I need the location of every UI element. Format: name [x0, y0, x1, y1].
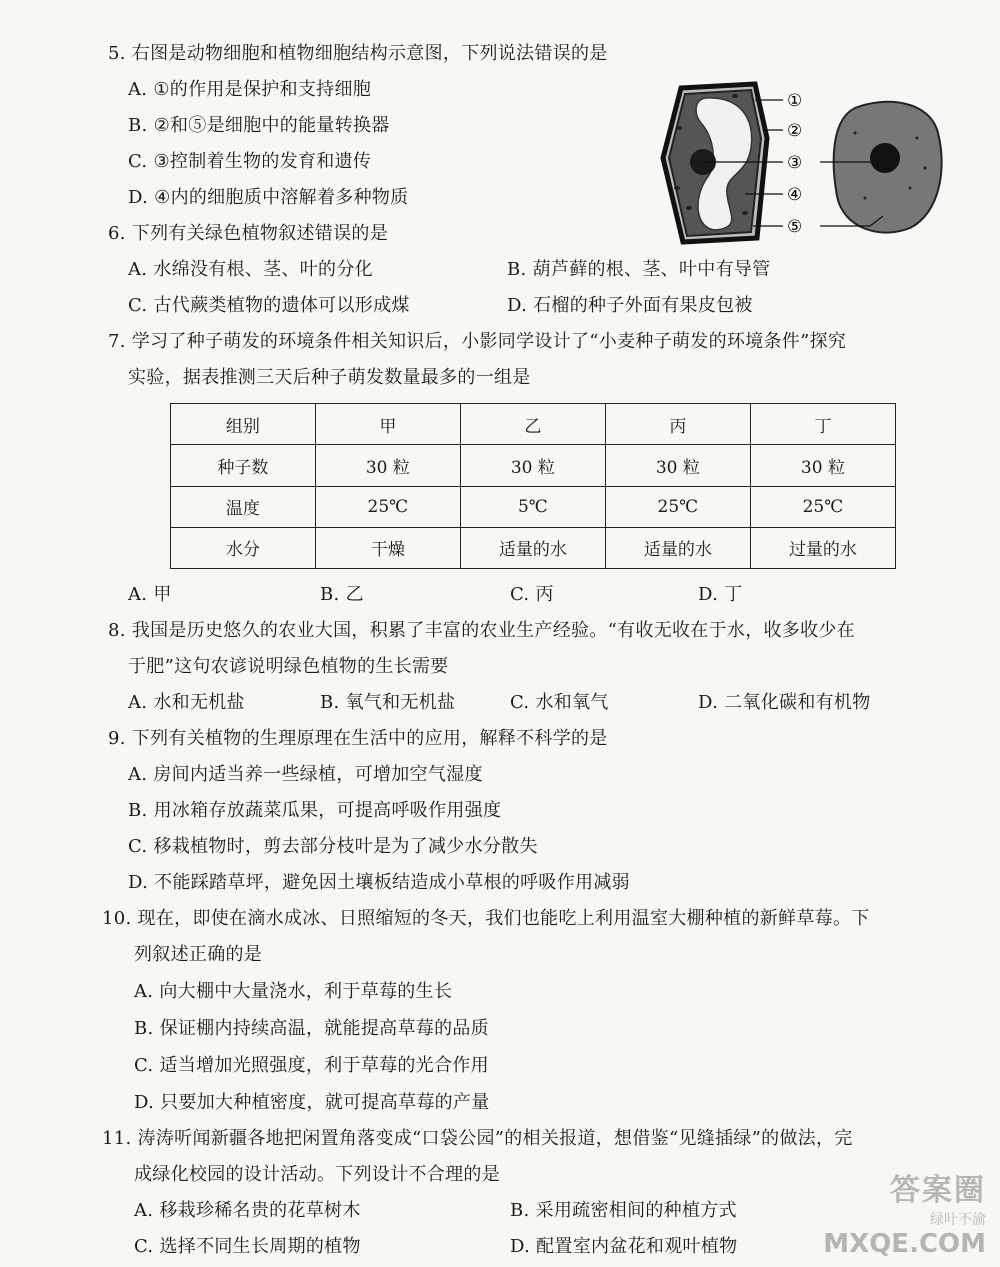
watermark-logo-text: 答案圈 [890, 1173, 986, 1208]
q6-option-d: D. 石榴的种子外面有果皮包被 [507, 295, 753, 316]
table-cell: 适量的水 [460, 527, 605, 568]
table-cell: 25℃ [750, 486, 895, 527]
q11-stem-line2: 成绿化校园的设计活动。下列设计不合理的是 [134, 1164, 500, 1185]
table-row [171, 486, 896, 527]
q8-option-b: B. 氧气和无机盐 [320, 692, 456, 713]
table-cell: 30 粒 [750, 445, 895, 486]
q8-stem-line2: 于肥”这句农谚说明绿色植物的生长需要 [128, 656, 449, 677]
q11-option-c: C. 选择不同生长周期的植物 [134, 1236, 361, 1257]
table-row [171, 445, 896, 486]
table-cell: 干燥 [315, 527, 460, 568]
q11-option-d: D. 配置室内盆花和观叶植物 [510, 1236, 738, 1257]
table-cell: 温度 [171, 486, 316, 527]
q9-option-a: A. 房间内适当养一些绿植，可增加空气湿度 [128, 764, 483, 785]
cell-diagram [655, 78, 955, 248]
q6-option-b: B. 葫芦藓的根、茎、叶中有导管 [507, 259, 771, 280]
q6-stem: 6. 下列有关绿色植物叙述错误的是 [108, 223, 388, 244]
table-cell: 30 粒 [460, 445, 605, 486]
q5-option-a: A. ①的作用是保护和支持细胞 [128, 79, 372, 100]
table-row [171, 527, 896, 568]
q5-stem: 5. 右图是动物细胞和植物细胞结构示意图，下列说法错误的是 [108, 43, 608, 64]
animal-cell [834, 102, 942, 233]
table-cell: 乙 [460, 404, 605, 445]
q9-option-c: C. 移栽植物时，剪去部分枝叶是为了减少水分散失 [128, 836, 538, 857]
table-cell: 5℃ [460, 486, 605, 527]
q7-data-table [170, 403, 896, 569]
q10-option-b: B. 保证棚内持续高温，就能提高草莓的品质 [134, 1018, 489, 1039]
q7-stem-line2: 实验，据表推测三天后种子萌发数量最多的一组是 [128, 367, 531, 388]
q11-option-a: A. 移栽珍稀名贵的花草树木 [134, 1200, 361, 1221]
plant-cell [663, 84, 767, 242]
q7-option-c: C. 丙 [510, 584, 554, 605]
diagram-label-2: ② [787, 121, 803, 141]
watermark-url: MXQE.COM [823, 1229, 986, 1259]
watermark-slogan: 绿叶不渝 [930, 1212, 986, 1228]
q10-option-c: C. 适当增加光照强度，利于草莓的光合作用 [134, 1055, 489, 1076]
q10-option-a: A. 向大棚中大量浇水，利于草莓的生长 [134, 981, 453, 1002]
table-row [171, 404, 896, 445]
table-cell: 25℃ [315, 486, 460, 527]
q6-option-c: C. 古代蕨类植物的遗体可以形成煤 [128, 295, 410, 316]
diagram-label-3: ③ [787, 153, 803, 173]
q7-option-d: D. 丁 [698, 584, 743, 605]
table-cell: 丁 [750, 404, 895, 445]
q11-option-b: B. 采用疏密相间的种植方式 [510, 1200, 737, 1221]
table-cell: 适量的水 [605, 527, 750, 568]
table-cell: 组别 [171, 404, 316, 445]
q7-option-a: A. 甲 [128, 584, 172, 605]
table-cell: 种子数 [171, 445, 316, 486]
q10-stem-line1: 10. 现在，即使在滴水成冰、日照缩短的冬天，我们也能吃上利用温室大棚种植的新鲜草莓。下 [102, 908, 870, 929]
table-cell: 水分 [171, 527, 316, 568]
q10-stem-line2: 列叙述正确的是 [134, 944, 263, 965]
watermark [823, 1165, 986, 1259]
table-cell: 过量的水 [750, 527, 895, 568]
q9-option-b: B. 用冰箱存放蔬菜瓜果，可提高呼吸作用强度 [128, 800, 502, 821]
q8-stem-line1: 8. 我国是历史悠久的农业大国，积累了丰富的农业生产经验。“有收无收在于水，收多收少在 [108, 620, 855, 641]
table-cell: 30 粒 [605, 445, 750, 486]
q7-stem-line1: 7. 学习了种子萌发的环境条件相关知识后，小影同学设计了“小麦种子萌发的环境条件”探究 [108, 331, 847, 352]
q6-option-a: A. 水绵没有根、茎、叶的分化 [128, 259, 373, 280]
table-cell: 甲 [315, 404, 460, 445]
table-cell: 30 粒 [315, 445, 460, 486]
q7-option-b: B. 乙 [320, 584, 364, 605]
diagram-label-4: ④ [787, 185, 803, 205]
q9-option-d: D. 不能踩踏草坪，避免因土壤板结造成小草根的呼吸作用减弱 [128, 872, 630, 893]
diagram-label-5: ⑤ [787, 217, 803, 237]
q8-option-c: C. 水和氧气 [510, 692, 609, 713]
q9-stem: 9. 下列有关植物的生理原理在生活中的应用，解释不科学的是 [108, 728, 608, 749]
q5-option-b: B. ②和⑤是细胞中的能量转换器 [128, 115, 390, 136]
diagram-label-1: ① [787, 91, 803, 111]
q5-option-d: D. ④内的细胞质中溶解着多种物质 [128, 187, 409, 208]
q11-stem-line1: 11. 涛涛听闻新疆各地把闲置角落变成“口袋公园”的相关报道，想借鉴“见缝插绿”的做法，完 [102, 1128, 853, 1149]
table-cell: 25℃ [605, 486, 750, 527]
q10-option-d: D. 只要加大种植密度，就可提高草莓的产量 [134, 1092, 490, 1113]
q5-option-c: C. ③控制着生物的发育和遗传 [128, 151, 372, 172]
table-cell: 丙 [605, 404, 750, 445]
q8-option-a: A. 水和无机盐 [128, 692, 245, 713]
q8-option-d: D. 二氧化碳和有机物 [698, 692, 871, 713]
